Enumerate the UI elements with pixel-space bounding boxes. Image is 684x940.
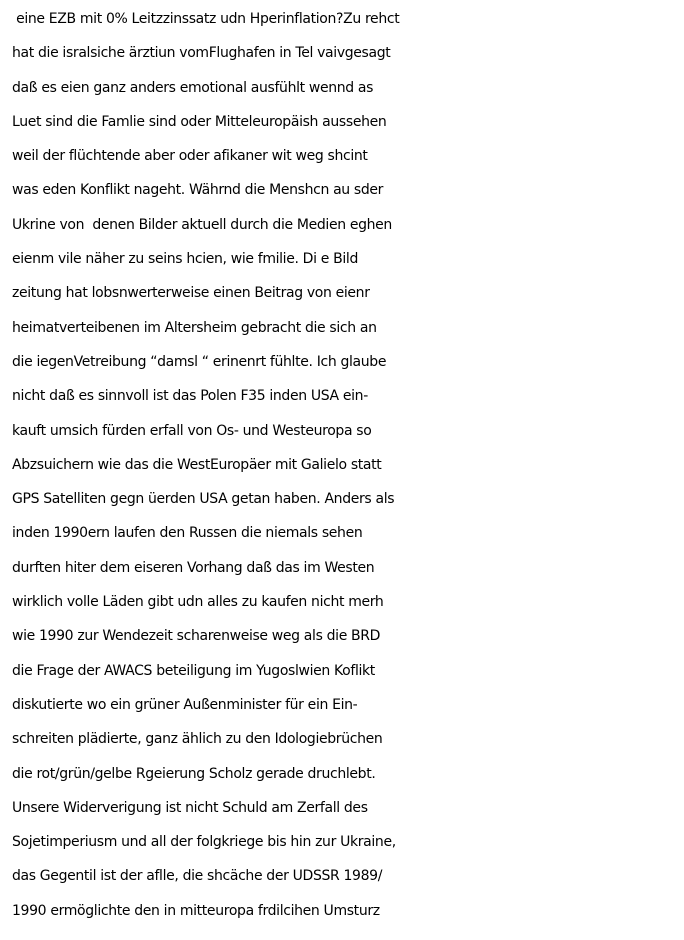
text-line: eine EZB mit 0% Leitzzinssatz udn Hperinflation?Zu rehct (12, 11, 400, 27)
text-line: Sojetimperiusm und all der folgkriege bis hin zur Ukraine, (12, 834, 396, 851)
body-text (12, 2, 682, 928)
text-line: Ukrine von denen Bilder aktuell durch die Medien eghen (12, 216, 392, 233)
text-line: heimatverteibenen im Altersheim gebracht die sich an (12, 319, 377, 336)
text-line: hat die isralsiche ärztiun vomFlughafen in Tel vaivgesagt (12, 45, 391, 62)
text-line: weil der flüchtende aber oder afikaner wit weg shcint (12, 148, 368, 165)
text-line: die Frage der AWACS beteiligung im Yugoslwien Koflikt (12, 662, 375, 679)
text-line: kauft umsich fürden erfall von Os- und Westeuropa so (12, 422, 372, 439)
text-line: durften hiter dem eiseren Vorhang daß das im Westen (12, 559, 375, 576)
text-line: schreiten plädierte, ganz ählich zu den Idologiebrüchen (12, 731, 383, 748)
text-line: die rot/grün/gelbe Rgeierung Scholz gerade druchlebt. (12, 765, 376, 782)
text-line: daß es eien ganz anders emotional ausfühlt wennd as (12, 79, 374, 96)
text-line: GPS Satelliten gegn üerden USA getan haben. Anders als (12, 491, 395, 508)
text-line: zeitung hat lobsnwerterweise einen Beitrag von eienr (12, 285, 370, 302)
text-line: nicht daß es sinnvoll ist das Polen F35 inden USA ein- (12, 388, 368, 405)
text-line: eienm vile näher zu seins hcien, wie fmilie. Di e Bild (12, 251, 358, 268)
text-line: wirklich volle Läden gibt udn alles zu kaufen nicht merh (12, 594, 384, 611)
text-line: 1990 ermöglichte den in mitteuropa frdilcihen Umsturz (12, 902, 380, 919)
text-line: inden 1990ern laufen den Russen die niemals sehen (12, 525, 363, 542)
text-line: die iegenVetreibung “damsl “ erinenrt fühlte. Ich glaube (12, 353, 387, 370)
text-line: Abzsuichern wie das die WestEuropäer mit Galielo statt (12, 456, 382, 473)
text-line: das Gegentil ist der aflle, die shcäche der UDSSR 1989/ (12, 868, 383, 885)
text-line: wie 1990 zur Wendezeit scharenweise weg als die BRD (12, 628, 381, 645)
text-line: Luet sind die Famlie sind oder Mitteleuropäish aussehen (12, 113, 387, 130)
text-line: Unsere Widerverigung ist nicht Schuld am Zerfall des (12, 799, 368, 816)
text-line: diskutierte wo ein grüner Außenminister für ein Ein- (12, 696, 358, 713)
text-line: was eden Konflikt nageht. Währnd die Menshcn au sder (12, 182, 384, 199)
